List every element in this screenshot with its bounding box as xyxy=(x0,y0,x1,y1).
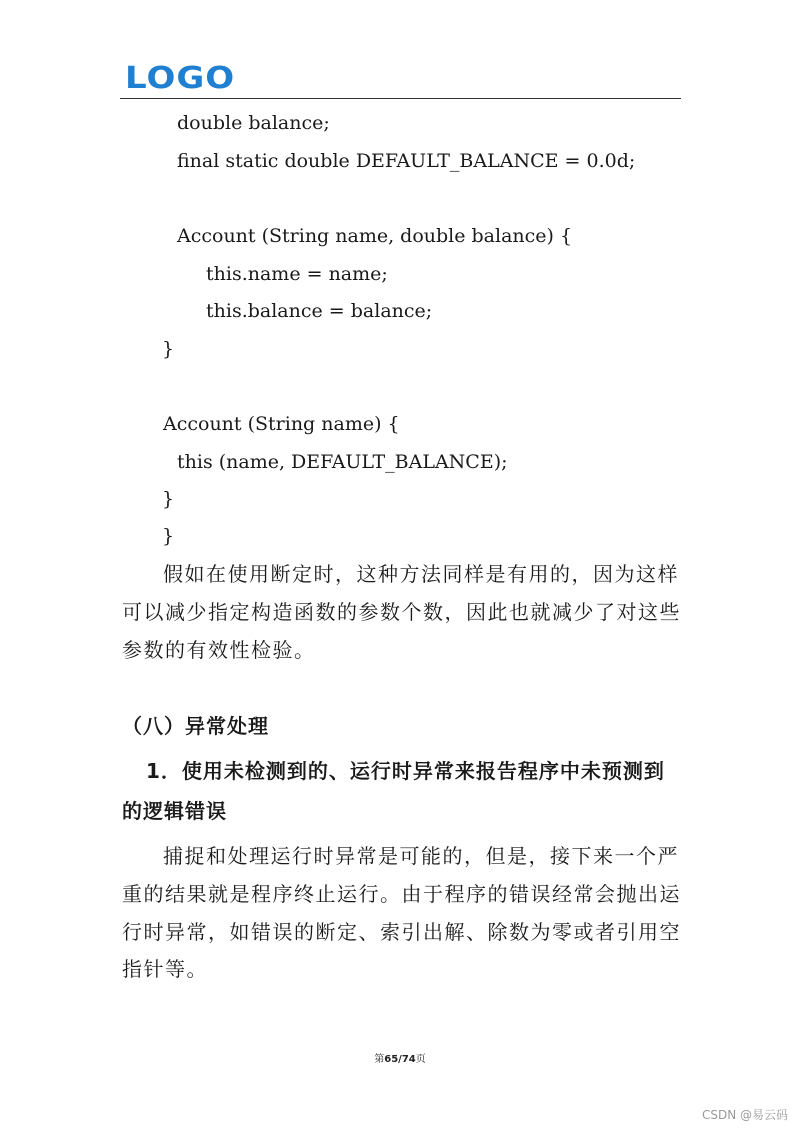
code-line: this (name, DEFAULT_BALANCE); xyxy=(177,451,508,473)
paragraph-line: 可以减少指定构造函数的参数个数，因此也就减少了对这些 xyxy=(122,600,681,624)
paragraph-line: 参数的有效性检验。 xyxy=(122,638,316,662)
code-line: Account (String name) { xyxy=(163,413,400,435)
page-prefix: 第 xyxy=(374,1054,385,1065)
watermark: CSDN @易云码 xyxy=(701,1108,788,1122)
code-line: } xyxy=(162,488,175,510)
code-line: } xyxy=(162,338,175,360)
code-line: double balance; xyxy=(177,112,330,134)
page-count: 65/74 xyxy=(384,1054,416,1065)
page-suffix: 页 xyxy=(415,1054,426,1065)
code-line: this.balance = balance; xyxy=(206,300,433,322)
header-divider xyxy=(120,98,681,99)
paragraph-line: 重的结果就是程序终止运行。由于程序的错误经常会抛出运 xyxy=(122,882,681,906)
code-line: final static double DEFAULT_BALANCE = 0.0d; xyxy=(177,150,636,172)
section-heading: （八）异常处理 xyxy=(122,714,269,738)
paragraph-line: 指针等。 xyxy=(122,957,208,981)
code-line: this.name = name; xyxy=(206,263,388,285)
subheading-line: 1．使用未检测到的、运行时异常来报告程序中未预测到 xyxy=(146,759,665,783)
subheading-line: 的逻辑错误 xyxy=(122,799,227,823)
page-number xyxy=(0,1050,800,1065)
paragraph-line: 假如在使用断定时，这种方法同样是有用的，因为这样 xyxy=(163,562,679,586)
code-line: Account (String name, double balance) { xyxy=(177,225,573,247)
logo: LOGO xyxy=(125,60,236,97)
code-line: } xyxy=(162,525,175,547)
paragraph-line: 捕捉和处理运行时异常是可能的，但是，接下来一个严 xyxy=(163,844,679,868)
paragraph-line: 行时异常，如错误的断定、索引出解、除数为零或者引用空 xyxy=(122,920,681,944)
